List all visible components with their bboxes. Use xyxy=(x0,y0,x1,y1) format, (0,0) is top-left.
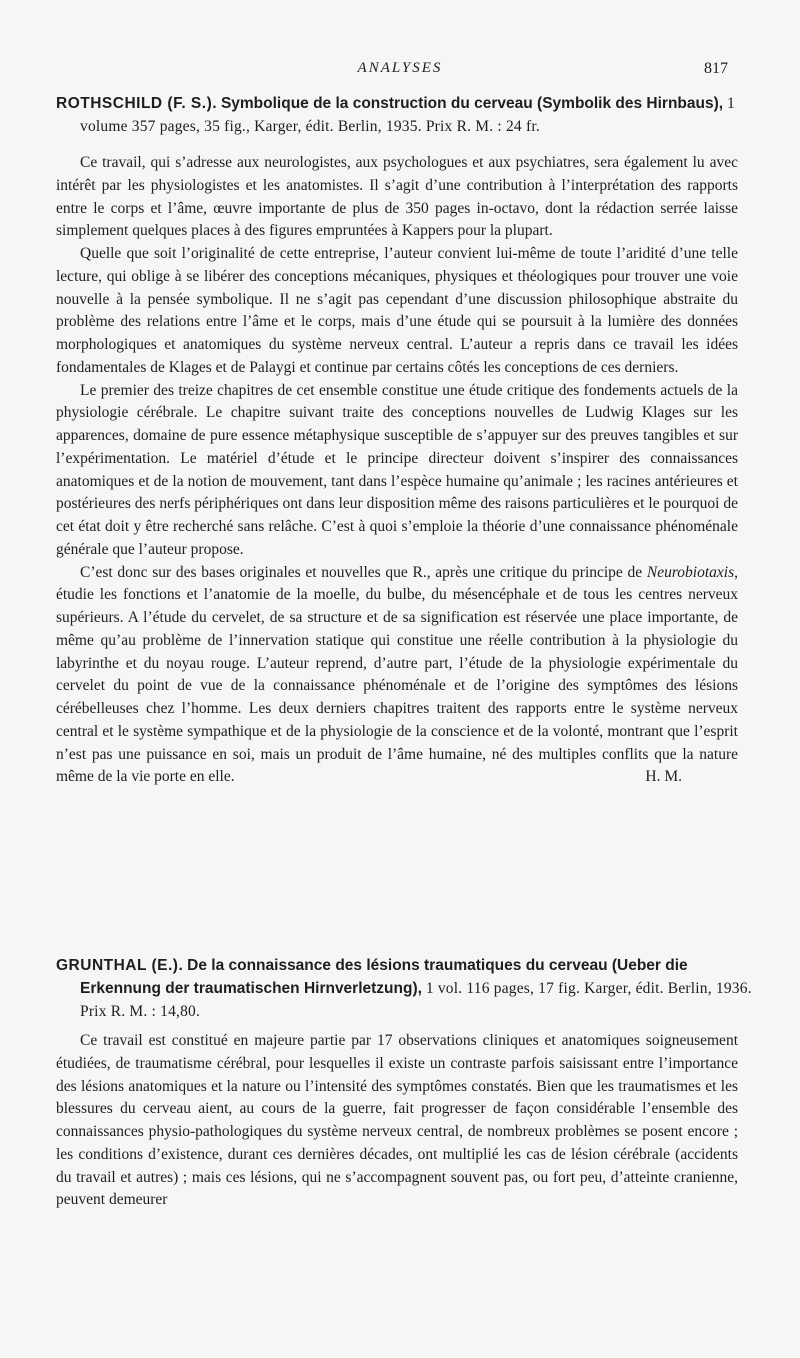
review-1-paragraph-4-end: , étudie les fonctions et l’anatomie de la moelle, du bulbe, du mésencéphale et de tous les centres nerveux supérieurs. A l’étude du cervelet, de sa structure et de sa signification est réservée une place importante, de même qu’au problème de l’innervation statique qui constitue une réelle contribution à la physiologie du labyrinthe et du noyau rouge. L’auteur reprend, d’autre part, l’étude de la physiologie expérimentale du cervelet du point de vue de la connaissance phénoménale et de l’origine des symptômes des lésions cérébelleuses chez l’homme. Les deux derniers chapitres traitent des rapports entre le système nerveux central et le système sympathique et de la physiologie de la conscience et de la volonté, montrant que l’esprit n’est pas une puissance en soi, mais un produit de l’âme humaine, né des multiples conflits que la nature même de la vie porte en elle. xyxy=(56,563,738,786)
review-1-title: Symbolique de la construction du cerveau (Symbolik des Hirnbaus), xyxy=(220,95,724,112)
reviewer-initials: H. M. xyxy=(645,768,682,786)
review-1-paragraph-3: Le premier des treize chapitres de cet ensemble constitue une étude critique des fondements actuels de la physiologie cérébrale. Le chapitre suivant traite des conceptions nouvelles de Ludwig Klages sur les apparences, domaine de pure essence métaphysique susceptible de s’appuyer sur des preuves tangibles et sur l’expérimentation. Le matériel d’étude et le principe directeur doivent s’inspirer des connaissances anatomiques et de la notion de mouvement, tant dans l’espèce humaine qu’animale ; les racines antérieures et postérieures des nerfs périphériques ont dans leur disposition même des raisons particulières et le pourquoi de cet état doit y être recherché sans relâche. C’est à quoi s’emploie la théorie d’une connaissance phénoménale générale que l’auteur propose. xyxy=(56,381,738,558)
review-1-paragraph-1: Ce travail, qui s’adresse aux neurologistes, aux psychologues et aux psychiatres, sera également lu avec intérêt par les physiologistes et les anatomistes. Il s’agit d’une contribution à l’interprétation des rapports entre le corps et l’âme, œuvre importante de plus de 350 pages in-octavo, dont la rédaction serrée laisse simplement quelques places à des figures empruntées à Kappers pour la plupart. xyxy=(56,154,738,240)
review-1-paragraph-2: Quelle que soit l’originalité de cette entreprise, l’auteur convient lui-même de toute l’aridité d’une telle lecture, qui oblige à se libérer des conceptions mécaniques, physiques et théologiques pour trouver une voie nouvelle à la pensée symbolique. Il ne s’agit pas cependant d’une discussion philosophique abstraite du problème des relations entre l’âme et le corps, mais d’une étude qui se poursuit à la lumière des données morphologiques et anatomiques du système nerveux central. L’auteur a repris dans ce travail les idées fondamentales de Klages et de Palaygi et continue par certains côtés les conceptions de ces derniers. xyxy=(56,245,738,376)
page-number: 817 xyxy=(704,60,728,77)
review-2-author: GRUNTHAL (E.). xyxy=(56,957,184,974)
review-2-publication: 1 vol. 116 pages, 17 fig. Karger, édit. Berlin, 1936. Prix R. M. : 14,80. xyxy=(80,980,752,1020)
review-1-publication: 1 volume 357 pages, 35 fig., Karger, édit. Berlin, 1935. Prix R. M. : 24 fr. xyxy=(80,95,735,135)
review-1-paragraph-4 xyxy=(56,562,738,790)
neurobiotaxis-term: Neurobiotaxis xyxy=(646,563,735,581)
review-2-body xyxy=(56,1030,738,1212)
review-1-body xyxy=(56,152,738,789)
review-1-paragraph-4-start: C’est donc sur des bases originales et nouvelles que R., après une critique du principe de xyxy=(80,563,647,581)
review-2-heading xyxy=(56,954,762,1023)
review-1-heading xyxy=(56,92,762,138)
review-2-paragraph-1: Ce travail est constitué en majeure partie par 17 observations cliniques et anatomiques soigneusement étudiées, de traumatisme cérébral, pour lesquelles il existe un contraste parfois saisissant entre l’importance des lésions anatomiques et la nature ou l’intensité des symptômes constatés. Bien que les traumatismes et les blessures du cerveau aient, au cours de la guerre, fait progresser de façon considérable l’ensemble des connaissances physio-pathologiques du système nerveux central, de nombreux problèmes se posent encore ; les conditions d’existence, durant ces dernières décades, ont multiplié les cas de lésion cérébrale (accidents du travail et autres) ; mais ces lésions, qui ne s’accompagnent souvent pas, ou fort peu, d’atteinte cranienne, peuvent demeurer xyxy=(56,1032,738,1209)
review-2-title: De la connaissance des lésions traumatiques du cerveau (Ueber die Erkennung der traumatischen Hirnverletzung), xyxy=(80,957,688,997)
running-head xyxy=(0,58,800,82)
review-1-author: ROTHSCHILD (F. S.). xyxy=(56,95,218,112)
running-head-title: ANALYSES xyxy=(357,60,443,76)
